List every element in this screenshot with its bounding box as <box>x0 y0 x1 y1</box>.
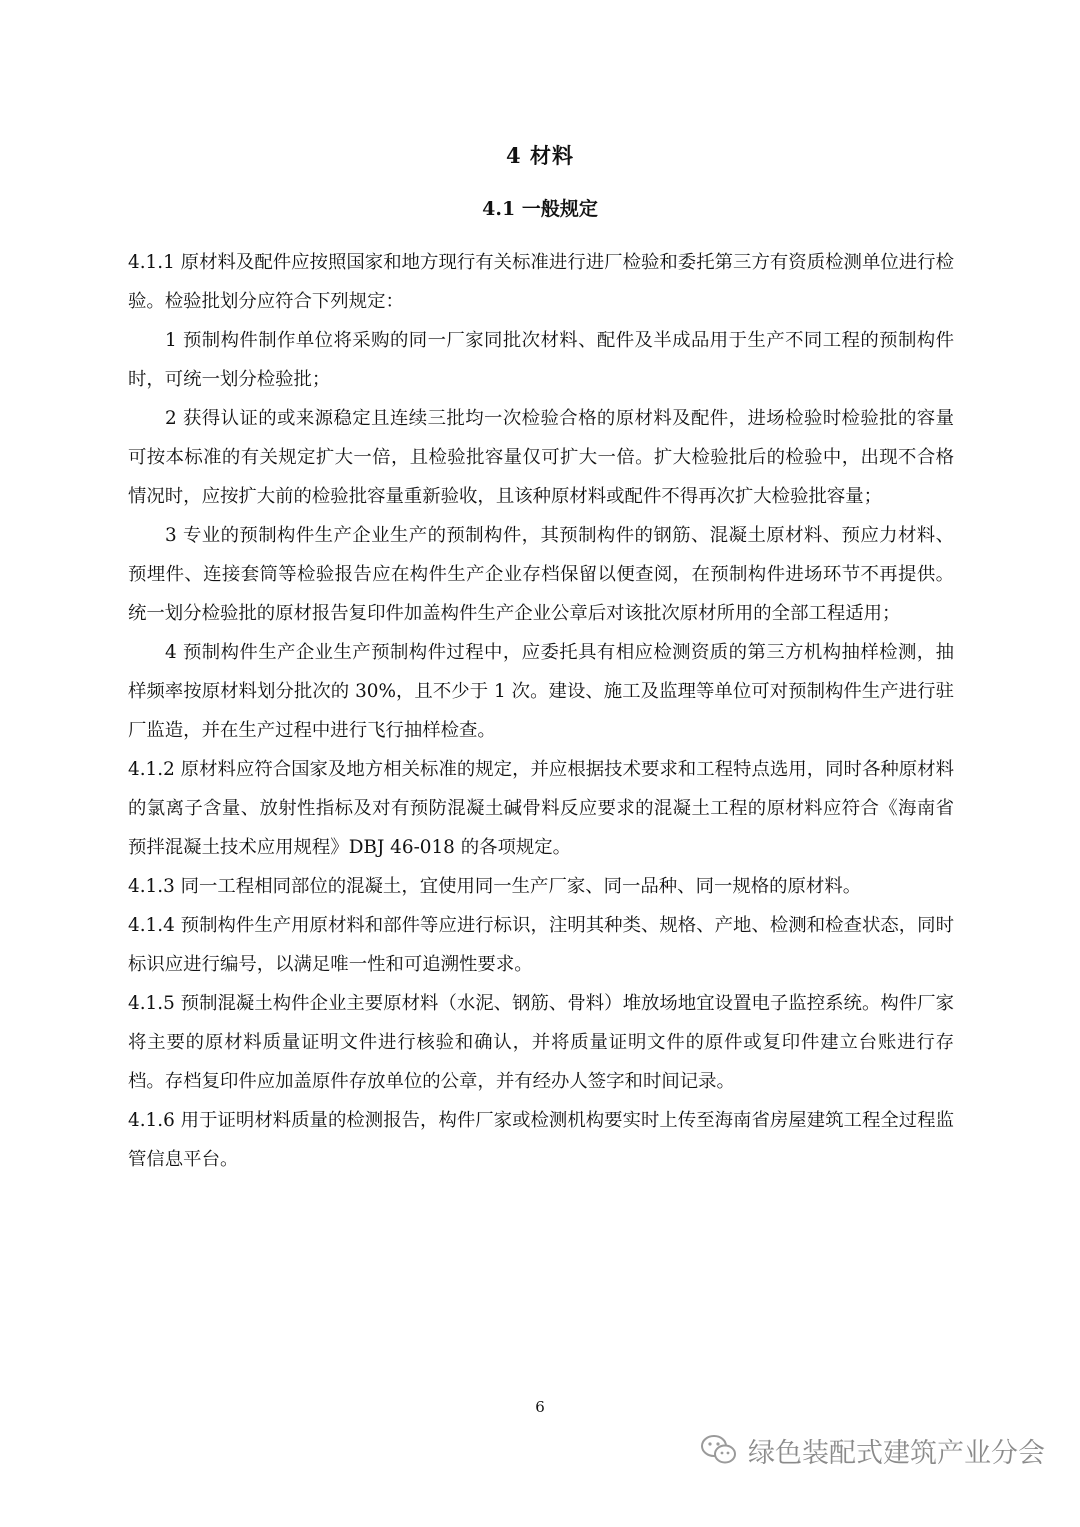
page-number: 6 <box>535 1398 545 1416</box>
chapter-title: 4 材料 <box>506 143 574 168</box>
clause-item-1: 1 预制构件制作单位将采购的同一厂家同批次材料、配件及半成品用于生产不同工程的预制构件时，可统一划分检验批； <box>128 330 954 390</box>
clause-4-1-5: 4.1.5 预制混凝土构件企业主要原材料（水泥、钢筋、骨料）堆放场地宜设置电子监控系统。构件厂家将主要的原材料质量证明文件进行核验和确认，并将质量证明文件的原件或复印件建立台账进行存档。存档复印件应加盖原件存放单位的公章，并有经办人签字和时间记录。 <box>128 993 954 1092</box>
section-title: 4.1 一般规定 <box>482 198 598 220</box>
clause-4-1-6: 4.1.6 用于证明材料质量的检测报告，构件厂家或检测机构要实时上传至海南省房屋建筑工程全过程监管信息平台。 <box>128 1110 954 1170</box>
clause-4-1-1: 4.1.1 原材料及配件应按照国家和地方现行有关标准进行进厂检验和委托第三方有资质检测单位进行检验。检验批划分应符合下列规定： <box>128 252 954 312</box>
clause-item-2: 2 获得认证的或来源稳定且连续三批均一次检验合格的原材料及配件，进场检验时检验批的容量可按本标准的有关规定扩大一倍，且检验批容量仅可扩大一倍。扩大检验批后的检验中，出现不合格情况时，应按扩大前的检验批容量重新验收，且该种原材料或配件不得再次扩大检验批容量； <box>128 408 954 507</box>
clause-item-3: 3 专业的预制构件生产企业生产的预制构件，其预制构件的钢筋、混凝土原材料、预应力材料、预埋件、连接套筒等检验报告应在构件生产企业存档保留以便查阅，在预制构件进场环节不再提供。统一划分检验批的原材报告复印件加盖构件生产企业公章后对该批次原材所用的全部工程适用； <box>128 525 954 624</box>
clause-4-1-2: 4.1.2 原材料应符合国家及地方相关标准的规定，并应根据技术要求和工程特点选用，同时各种原材料的氯离子含量、放射性指标及对有预防混凝土碱骨料反应要求的混凝土工程的原材料应符合《海南省预拌混凝土技术应用规程》DBJ 46-018 的各项规定。 <box>128 759 954 858</box>
wechat-icon <box>700 1433 738 1467</box>
clause-4-1-4: 4.1.4 预制构件生产用原材料和部件等应进行标识，注明其种类、规格、产地、检测和检查状态，同时标识应进行编号，以满足唯一性和可追溯性要求。 <box>128 915 954 975</box>
clause-item-4: 4 预制构件生产企业生产预制构件过程中，应委托具有相应检测资质的第三方机构抽样检测，抽样频率按原材料划分批次的 30%，且不少于 1 次。建设、施工及监理等单位可对预制构件生产进行驻厂监造，并在生产过程中进行飞行抽样检查。 <box>128 642 954 741</box>
watermark-text: 绿色装配式建筑产业分会 <box>748 1437 1045 1469</box>
clause-4-1-3: 4.1.3 同一工程相同部位的混凝土，宜使用同一生产厂家、同一品种、同一规格的原材料。 <box>128 876 862 897</box>
watermark <box>700 1428 1045 1472</box>
document-body <box>128 243 954 1179</box>
